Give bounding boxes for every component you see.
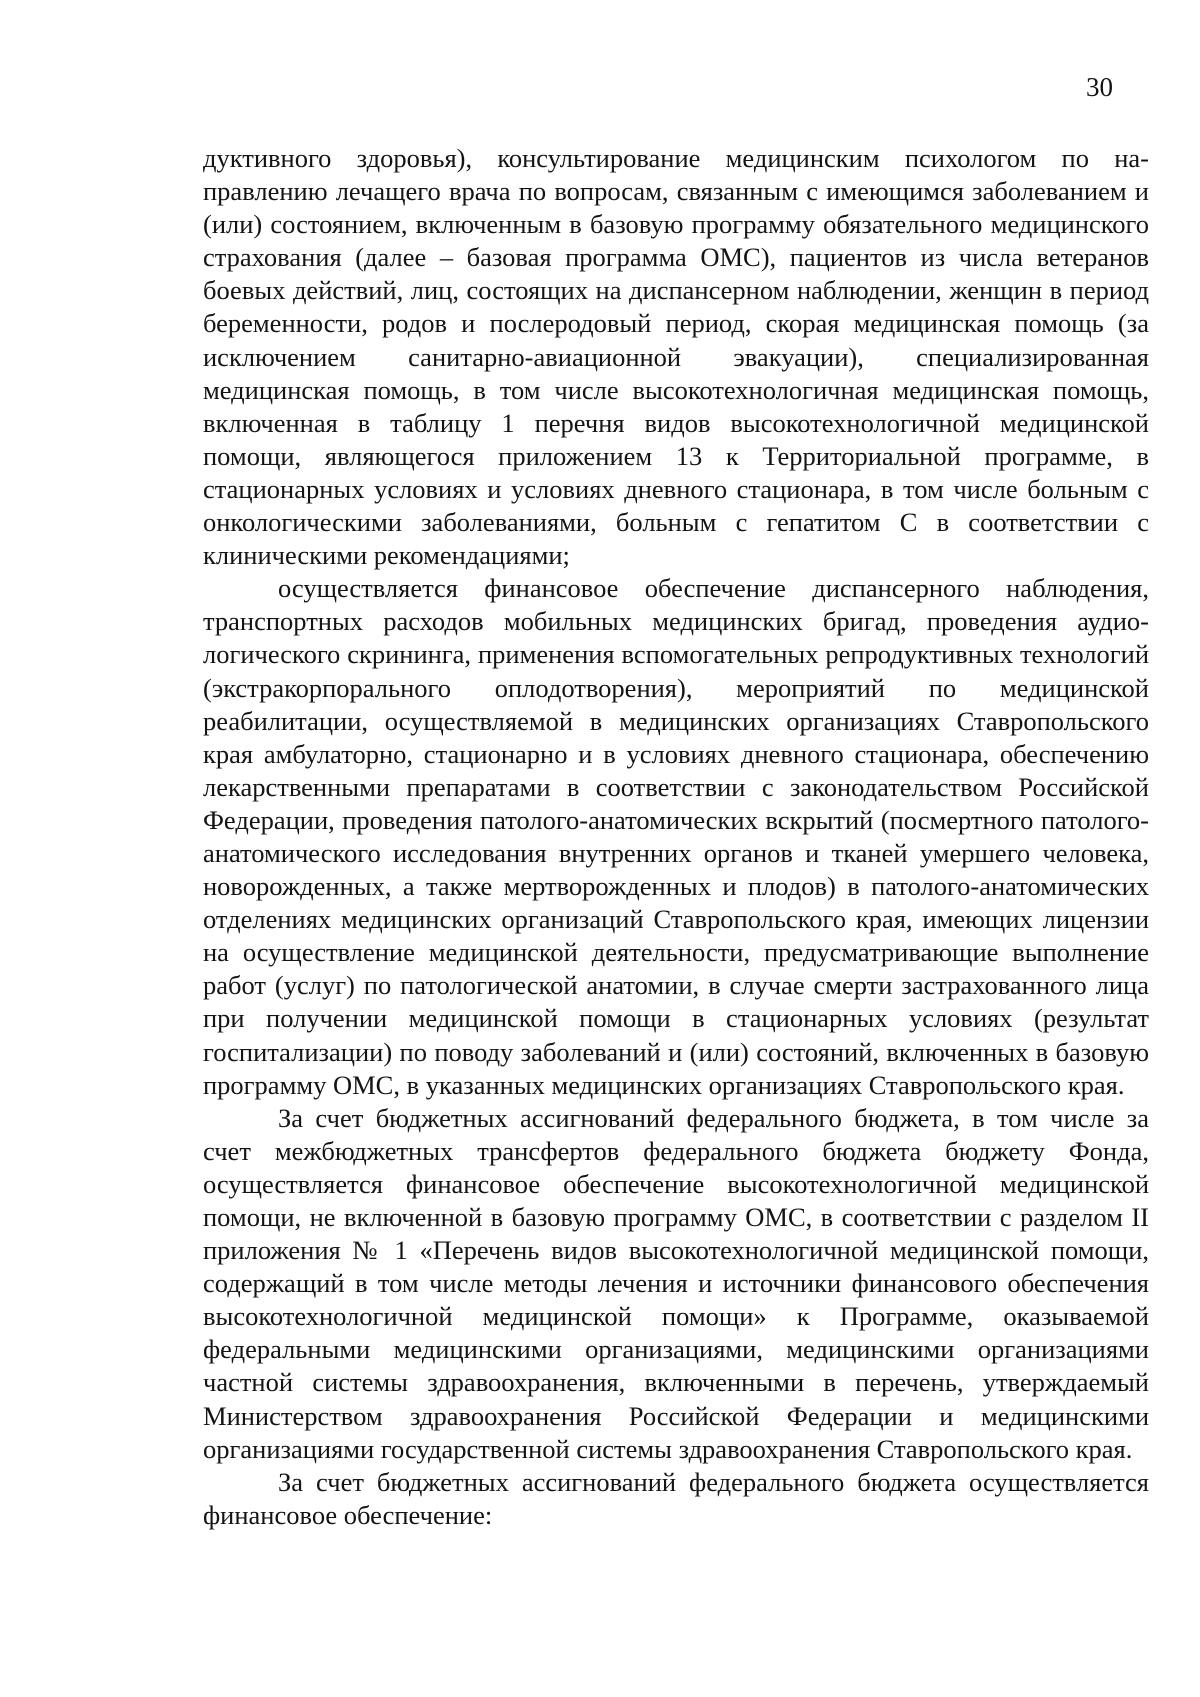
paragraph-2: осуществляется финансовое обеспечение диспансерного наблюдения, транспортных расходов мобильных медицинских бригад, проведения аудиологического скрининга, применения вспомогательных репродуктивных технологий (экстракорпорального оплодотворения), мероприятий по медицинской реабилитации, осуществляемой в медицинских организациях Ставропольского края амбулаторно, стационарно и в условиях дневного стационара, обеспечению лекарственными препаратами в соответствии с законодательством Российской Федерации, проведения патолого-анатомических вскрытий (посмертного патолого-анатомического исследования внутренних органов и тканей умершего человека, новорожденных, а также мертворожденных и плодов) в патолого-анатомических отделениях медицинских организаций Ставропольского края, имеющих лицензии на осуществление медицинской деятельности, предусматривающие выполнение работ (услуг) по патологической анатомии, в случае смерти застрахованного лица при получении медицинской помощи в стационарных условиях (результат госпитализации) по поводу заболеваний и (или) состояний, включенных в базовую программу ОМС, в указанных медицинских организациях Ставропольского края. (203, 573, 1149, 1100)
paragraph-1: дуктивного здоровья), консультирование медицинским психологом по направлению лечащего врача по вопросам, связанным с имеющимся заболеванием и (или) состоянием, включенным в базовую программу обязательного медицинского страхования (далее – базовая программа ОМС), пациентов из числа ветеранов боевых действий, лиц, состоящих на диспансерном наблюдении, женщин в период беременности, родов и послеродовый период, скорая медицинская помощь (за исключением санитарно-авиационной эвакуации), специализированная медицинская помощь, в том числе высокотехнологичная медицинская помощь, включенная в таблицу 1 перечня видов высокотехнологичной медицинской помощи, являющегося приложением 13 к Территориальной программе, в стационарных условиях и условиях дневного стационара, в том числе больным с онкологическими заболеваниями, больным с гепатитом С в соответствии с клиническими рекомендациями; (203, 143, 1149, 571)
paragraph-3: За счет бюджетных ассигнований федерального бюджета, в том числе за счет межбюджетных трансфертов федерального бюджета бюджету Фонда, осуществляется финансовое обеспечение высокотехнологичной медицинской помощи, не включенной в базовую программу ОМС, в соответствии с разделом II приложения № 1 «Перечень видов высокотехнологичной медицинской помощи, содержащий в том числе методы лечения и источники финансового обеспечения высокотехнологичной медицинской помощи» к Программе, оказываемой федеральными медицинскими организациями, медицинскими организациями частной системы здравоохранения, включенными в перечень, утверждаемый Министерством здравоохранения Российской Федерации и медицинскими организациями государственной системы здравоохранения Ставропольского края. (203, 1102, 1149, 1464)
paragraph-4: За счет бюджетных ассигнований федерального бюджета осуществляется финансовое обеспечение: (203, 1466, 1149, 1530)
page-number: 30 (1086, 72, 1113, 102)
document-body (203, 142, 1149, 1532)
